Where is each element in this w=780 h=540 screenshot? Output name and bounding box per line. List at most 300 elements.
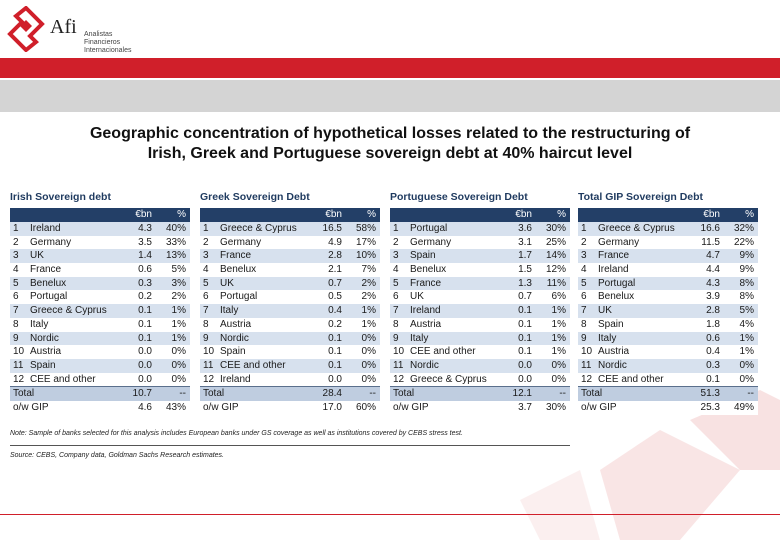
table-row [578,373,758,387]
table-header-row [200,208,380,222]
row-country: Italy [30,318,49,330]
row-percent: 0% [171,346,186,358]
row-country: Portugal [598,277,636,289]
header-percent: % [557,209,566,220]
table-row [390,332,570,346]
row-rank: 12 [13,373,25,385]
table-source: Source: CEBS, Company data, Goldman Sachs Research estimates. [10,452,224,459]
row-rank: 2 [393,236,399,248]
row-percent: -- [369,388,376,400]
table-row [578,332,758,346]
row-country: Portugal [30,291,68,303]
row-eur-bn: 4.9 [328,236,342,248]
row-eur-bn: 0.2 [138,291,152,303]
header-percent: % [177,209,186,220]
total-row [578,386,758,401]
row-label: Total [393,388,415,400]
row-country: Benelux [410,264,447,276]
row-eur-bn: 4.7 [706,250,720,262]
row-rank: 1 [203,223,209,234]
table-row [10,345,190,359]
row-percent: 0% [361,332,376,344]
table-row [10,290,190,304]
row-rank: 5 [393,277,399,289]
row-country: UK [30,250,44,262]
row-eur-bn: 1.5 [518,264,532,276]
row-percent: 6% [551,291,566,303]
header-grey-band [0,80,780,112]
row-country: Greece & Cyprus [30,305,107,317]
logo-wordmark: Afi [50,16,77,38]
header-blank [578,208,690,222]
row-eur-bn: 3.9 [706,291,720,303]
header-blank [390,208,502,222]
row-eur-bn: 3.1 [518,236,532,248]
row-country: CEE and other [410,346,476,358]
table-row [578,236,758,250]
row-rank: 2 [203,236,209,248]
table-row [200,359,380,373]
row-country: Ireland [598,264,629,276]
row-eur-bn: 2.8 [706,305,720,317]
table-row [578,277,758,291]
row-label: Total [203,388,225,400]
table-row [10,249,190,263]
row-label: o/w GIP [581,401,617,413]
row-country: Nordic [220,332,249,344]
row-eur-bn: 1.7 [518,250,532,262]
row-percent: 10% [355,250,376,262]
row-eur-bn: 3.6 [518,223,532,234]
row-percent: 12% [545,264,566,276]
ow-gip-row [10,401,190,415]
row-percent: 0% [739,373,754,385]
table-row [10,277,190,291]
row-label: o/w GIP [393,401,429,413]
row-percent: 0% [551,373,566,385]
row-eur-bn: 0.0 [138,346,152,358]
row-rank: 8 [13,318,19,330]
row-percent: 0% [551,359,566,371]
row-country: Spain [410,250,436,262]
row-eur-bn: 0.1 [706,373,720,385]
row-eur-bn: 0.1 [138,318,152,330]
row-percent: 43% [165,401,186,413]
row-label: Total [581,388,603,400]
row-rank: 6 [393,291,399,303]
row-eur-bn: 2.1 [328,264,342,276]
row-percent: 0% [171,359,186,371]
row-percent: 0% [361,346,376,358]
row-eur-bn: 4.3 [138,223,152,234]
row-percent: 25% [545,236,566,248]
sovereign-debt-table [10,190,190,415]
row-country: Austria [410,318,442,330]
row-country: UK [410,291,424,303]
row-rank: 3 [13,250,19,262]
table-title: Portuguese Sovereign Debt [390,191,528,203]
table-row [10,304,190,318]
row-rank: 4 [203,264,209,276]
row-percent: 58% [355,223,376,234]
sovereign-debt-table [578,190,758,415]
row-percent: 0% [361,373,376,385]
row-percent: 3% [171,277,186,289]
row-eur-bn: 0.4 [706,346,720,358]
row-eur-bn: 0.1 [518,305,532,317]
row-eur-bn: 16.5 [322,223,342,234]
row-eur-bn: 51.3 [700,388,720,400]
row-percent: 49% [733,401,754,413]
row-eur-bn: 0.0 [138,373,152,385]
table-row [390,359,570,373]
table-row [10,222,190,236]
header-eur-bn: €bn [515,209,532,220]
row-percent: 1% [551,305,566,317]
table-row [578,318,758,332]
table-row [390,318,570,332]
row-percent: -- [747,388,754,400]
row-country: Austria [598,346,630,358]
table-row [578,222,758,236]
table-row [200,373,380,387]
table-row [578,345,758,359]
row-country: Austria [220,318,252,330]
row-country: Spain [598,318,624,330]
row-country: Ireland [410,305,441,317]
row-eur-bn: 11.5 [701,236,720,248]
slide-title [30,124,750,164]
row-rank: 10 [581,346,593,358]
table-row [578,263,758,277]
row-country: Spain [30,359,56,371]
row-eur-bn: 0.0 [328,373,342,385]
row-eur-bn: 28.4 [322,388,342,400]
row-rank: 6 [581,291,587,303]
logo-subtitle-line: Financieros [84,39,121,46]
sovereign-debt-table [200,190,380,415]
row-rank: 8 [581,318,587,330]
table-header-row [390,208,570,222]
row-country: Greece & Cyprus [598,223,675,234]
row-rank: 10 [203,346,215,358]
row-percent: 8% [739,291,754,303]
footer-line [0,514,780,515]
table-row [578,304,758,318]
row-percent: 8% [739,277,754,289]
logo-subtitle-line: Analistas [84,31,113,38]
row-rank: 2 [13,236,19,248]
row-rank: 7 [203,305,209,317]
row-country: UK [598,305,612,317]
total-row [200,386,380,401]
row-country: Germany [30,236,72,248]
row-percent: 0% [361,359,376,371]
table-row [578,359,758,373]
row-country: Benelux [598,291,635,303]
slide-title-line: Geographic concentration of hypothetical losses related to the restructuring of [89,125,691,142]
row-rank: 1 [13,223,19,234]
sovereign-debt-table [390,190,570,415]
table-row [200,345,380,359]
row-eur-bn: 0.3 [138,277,152,289]
logo-subtitle-line: Internacionales [84,47,132,54]
row-eur-bn: 0.1 [328,359,342,371]
row-percent: 60% [355,401,376,413]
row-rank: 3 [393,250,399,262]
table-row [10,359,190,373]
row-rank: 3 [203,250,209,262]
row-rank: 12 [203,373,215,385]
header-red-band [0,58,780,78]
ow-gip-row [390,401,570,415]
row-country: Portugal [220,291,258,303]
row-percent: 1% [171,318,186,330]
header-blank [200,208,312,222]
row-percent: 30% [545,401,566,413]
row-percent: 2% [361,277,376,289]
table-row [200,318,380,332]
row-eur-bn: 16.6 [700,223,720,234]
row-country: France [30,264,62,276]
row-eur-bn: 0.3 [706,359,720,371]
row-rank: 5 [581,277,587,289]
row-country: Germany [220,236,262,248]
table-row [200,332,380,346]
logo-subtitle [84,31,131,55]
row-percent: 1% [739,332,754,344]
row-eur-bn: 3.5 [138,236,152,248]
table-row [10,373,190,387]
row-eur-bn: 0.0 [138,359,152,371]
row-eur-bn: 0.2 [328,318,342,330]
table-row [200,277,380,291]
row-eur-bn: 0.7 [328,277,342,289]
row-country: Ireland [220,373,251,385]
row-country: Portugal [410,223,448,234]
row-country: Nordic [598,359,627,371]
ow-gip-row [200,401,380,415]
row-percent: 0% [171,373,186,385]
row-eur-bn: 1.4 [138,250,152,262]
row-eur-bn: 0.5 [328,291,342,303]
table-row [390,304,570,318]
row-rank: 4 [13,264,19,276]
row-country: France [410,277,442,289]
row-percent: 7% [361,264,376,276]
header-percent: % [367,209,376,220]
row-rank: 10 [393,346,405,358]
row-eur-bn: 4.4 [706,264,720,276]
row-eur-bn: 12.1 [512,388,532,400]
table-title: Total GIP Sovereign Debt [578,191,704,203]
row-eur-bn: 0.1 [138,332,152,344]
row-rank: 11 [393,359,404,371]
table-header-row [578,208,758,222]
row-eur-bn: 0.1 [518,346,532,358]
afi-logo [6,6,146,56]
row-country: France [598,250,630,262]
row-eur-bn: 0.1 [138,305,152,317]
total-row [10,386,190,401]
row-rank: 11 [13,359,24,371]
row-country: Germany [410,236,452,248]
row-rank: 6 [13,291,19,303]
table-row [200,222,380,236]
row-country: Spain [220,346,246,358]
table-row [390,290,570,304]
row-rank: 9 [393,332,399,344]
row-percent: 1% [739,346,754,358]
row-rank: 9 [581,332,587,344]
row-rank: 9 [203,332,209,344]
row-rank: 11 [581,359,592,371]
total-row [390,386,570,401]
row-country: Greece & Cyprus [220,223,297,234]
table-row [390,263,570,277]
row-eur-bn: 1.8 [706,318,720,330]
header-eur-bn: €bn [325,209,342,220]
table-header-row [10,208,190,222]
row-eur-bn: 17.0 [322,401,342,413]
row-rank: 9 [13,332,19,344]
row-country: UK [220,277,234,289]
table-row [200,263,380,277]
row-rank: 1 [393,223,399,234]
row-rank: 8 [393,318,399,330]
header-eur-bn: €bn [135,209,152,220]
row-percent: 22% [733,236,754,248]
table-row [390,236,570,250]
table-note: Note: Sample of banks selected for this analysis includes European banks under GS coverage as well as institutions covered by CEBS stress test. [10,430,463,437]
row-country: Italy [598,332,617,344]
row-country: Italy [220,305,239,317]
row-percent: 1% [361,318,376,330]
row-percent: 9% [739,264,754,276]
row-percent: -- [179,388,186,400]
row-rank: 6 [203,291,209,303]
table-title: Irish Sovereign debt [10,191,111,203]
row-rank: 4 [393,264,399,276]
row-percent: 1% [171,332,186,344]
row-rank: 3 [581,250,587,262]
row-country: France [220,250,252,262]
row-rank: 7 [393,305,399,317]
row-eur-bn: 0.1 [328,332,342,344]
row-percent: 0% [739,359,754,371]
row-percent: 2% [171,291,186,303]
table-row [10,332,190,346]
row-percent: 2% [361,291,376,303]
row-country: Benelux [30,277,67,289]
row-country: Greece & Cyprus [410,373,487,385]
table-row [200,249,380,263]
row-eur-bn: 0.7 [518,291,532,303]
row-eur-bn: 0.1 [328,346,342,358]
row-eur-bn: 10.7 [132,388,152,400]
table-row [578,290,758,304]
row-eur-bn: 0.1 [518,332,532,344]
header-percent: % [745,209,754,220]
row-label: o/w GIP [13,401,49,413]
row-percent: 1% [171,305,186,317]
table-row [200,304,380,318]
row-country: Germany [598,236,640,248]
row-percent: 1% [361,305,376,317]
row-percent: 9% [739,250,754,262]
row-rank: 5 [13,277,19,289]
row-percent: 5% [739,305,754,317]
table-row [578,249,758,263]
row-country: CEE and other [30,373,96,385]
row-percent: 17% [355,236,376,248]
row-eur-bn: 0.0 [518,359,532,371]
row-country: CEE and other [598,373,664,385]
row-eur-bn: 4.6 [138,401,152,413]
row-percent: 1% [551,332,566,344]
table-row [200,236,380,250]
row-percent: 1% [551,318,566,330]
row-percent: 33% [165,236,186,248]
row-country: CEE and other [220,359,286,371]
row-label: Total [13,388,35,400]
row-percent: 1% [551,346,566,358]
row-country: Austria [30,346,62,358]
table-row [390,222,570,236]
row-rank: 12 [581,373,593,385]
row-eur-bn: 4.3 [706,277,720,289]
row-percent: 13% [165,250,186,262]
row-rank: 7 [581,305,587,317]
row-rank: 1 [581,223,587,234]
header-eur-bn: €bn [703,209,720,220]
row-eur-bn: 0.6 [138,264,152,276]
table-row [390,277,570,291]
row-country: Benelux [220,264,257,276]
row-percent: -- [559,388,566,400]
row-eur-bn: 0.1 [518,318,532,330]
row-country: Nordic [30,332,59,344]
row-percent: 11% [546,277,566,289]
header-blank [10,208,122,222]
row-eur-bn: 0.6 [706,332,720,344]
row-rank: 7 [13,305,19,317]
row-rank: 8 [203,318,209,330]
slide-title-line: Irish, Greek and Portuguese sovereign debt at 40% haircut level [147,145,633,162]
row-percent: 14% [545,250,566,262]
row-eur-bn: 0.0 [518,373,532,385]
row-percent: 5% [171,264,186,276]
afi-logo-icon [6,6,46,52]
row-percent: 32% [733,223,754,234]
table-row [10,236,190,250]
row-percent: 30% [545,223,566,234]
row-eur-bn: 1.3 [518,277,532,289]
table-title: Greek Sovereign Debt [200,191,310,203]
row-eur-bn: 3.7 [518,401,532,413]
row-rank: 2 [581,236,587,248]
table-row [390,249,570,263]
row-rank: 4 [581,264,587,276]
note-separator [10,445,570,446]
row-eur-bn: 0.4 [328,305,342,317]
row-rank: 12 [393,373,405,385]
table-row [10,263,190,277]
table-row [390,373,570,387]
ow-gip-row [578,401,758,415]
row-country: Ireland [30,223,61,234]
row-rank: 5 [203,277,209,289]
